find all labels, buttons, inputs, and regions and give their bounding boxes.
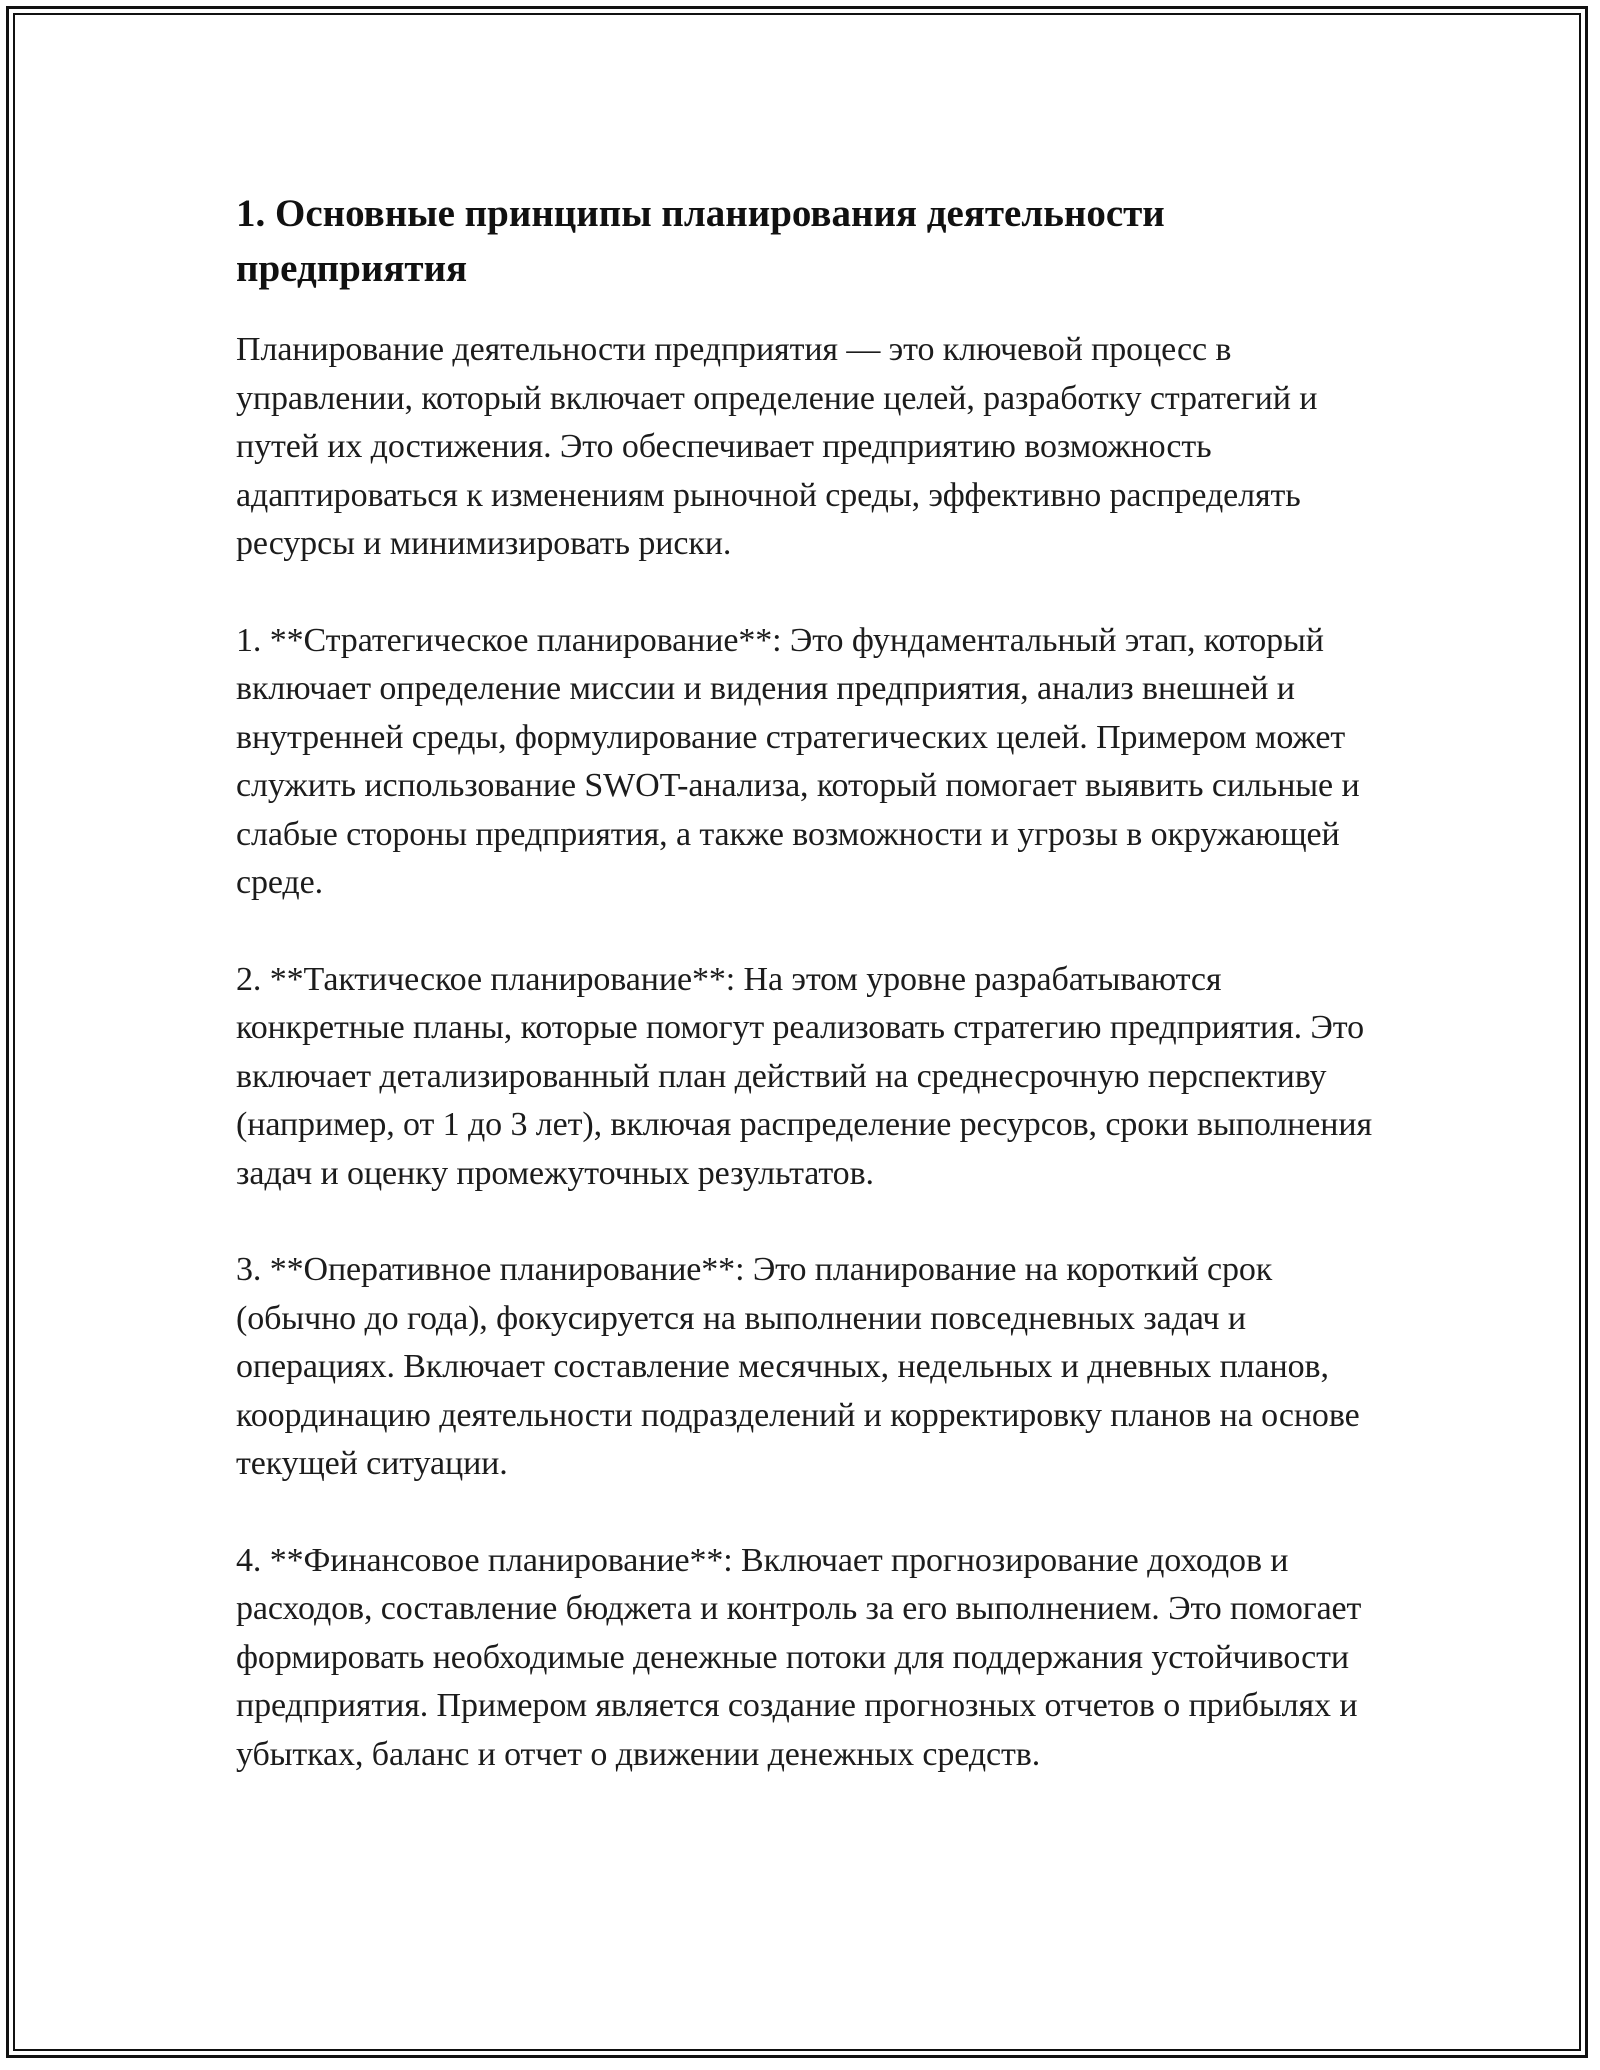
list-item-operational: 3. **Оперативное планирование**: Это планирование на короткий срок (обычно до года), фокусируется на выполнении повседневных задач и операциях. Включает составление месячных, недельных и дневных планов, координацию деятельности подразделений и корректировку планов на основе текущей ситуации. bbox=[236, 1251, 1360, 1482]
document-body bbox=[236, 186, 1386, 1827]
list-item-strategic: 1. **Стратегическое планирование**: Это фундаментальный этап, который включает определение миссии и видения предприятия, анализ внешней и внутренней среды, формулирование стратегических целей. Примером может служить использование SWOT-анализа, который помогает выявить сильные и слабые стороны предприятия, а также возможности и угрозы в окружающей среде. bbox=[236, 621, 1360, 901]
list-item-financial: 4. **Финансовое планирование**: Включает прогнозирование доходов и расходов, составление бюджета и контроль за его выполнением. Это помогает формировать необходимые денежные потоки для поддержания устойчивости предприятия. Примером является создание прогнозных отчетов о прибылях и убытках, баланс и отчет о движении денежных средств. bbox=[236, 1541, 1362, 1773]
section-heading: 1. Основные принципы планирования деятельности предприятия bbox=[236, 192, 1165, 290]
list-item-tactical: 2. **Тактическое планирование**: На этом уровне разрабатываются конкретные планы, которые помогут реализовать стратегию предприятия. Это включает детализированный план действий на среднесрочную перспективу (например, от 1 до 3 лет), включая распределение ресурсов, сроки выполнения задач и оценку промежуточных результатов. bbox=[236, 960, 1372, 1192]
intro-paragraph: Планирование деятельности предприятия — это ключевой процесс в управлении, который включает определение целей, разработку стратегий и путей их достижения. Это обеспечивает предприятию возможность адаптироваться к изменениям рыночной среды, эффективно распределять ресурсы и минимизировать риски. bbox=[236, 331, 1318, 562]
